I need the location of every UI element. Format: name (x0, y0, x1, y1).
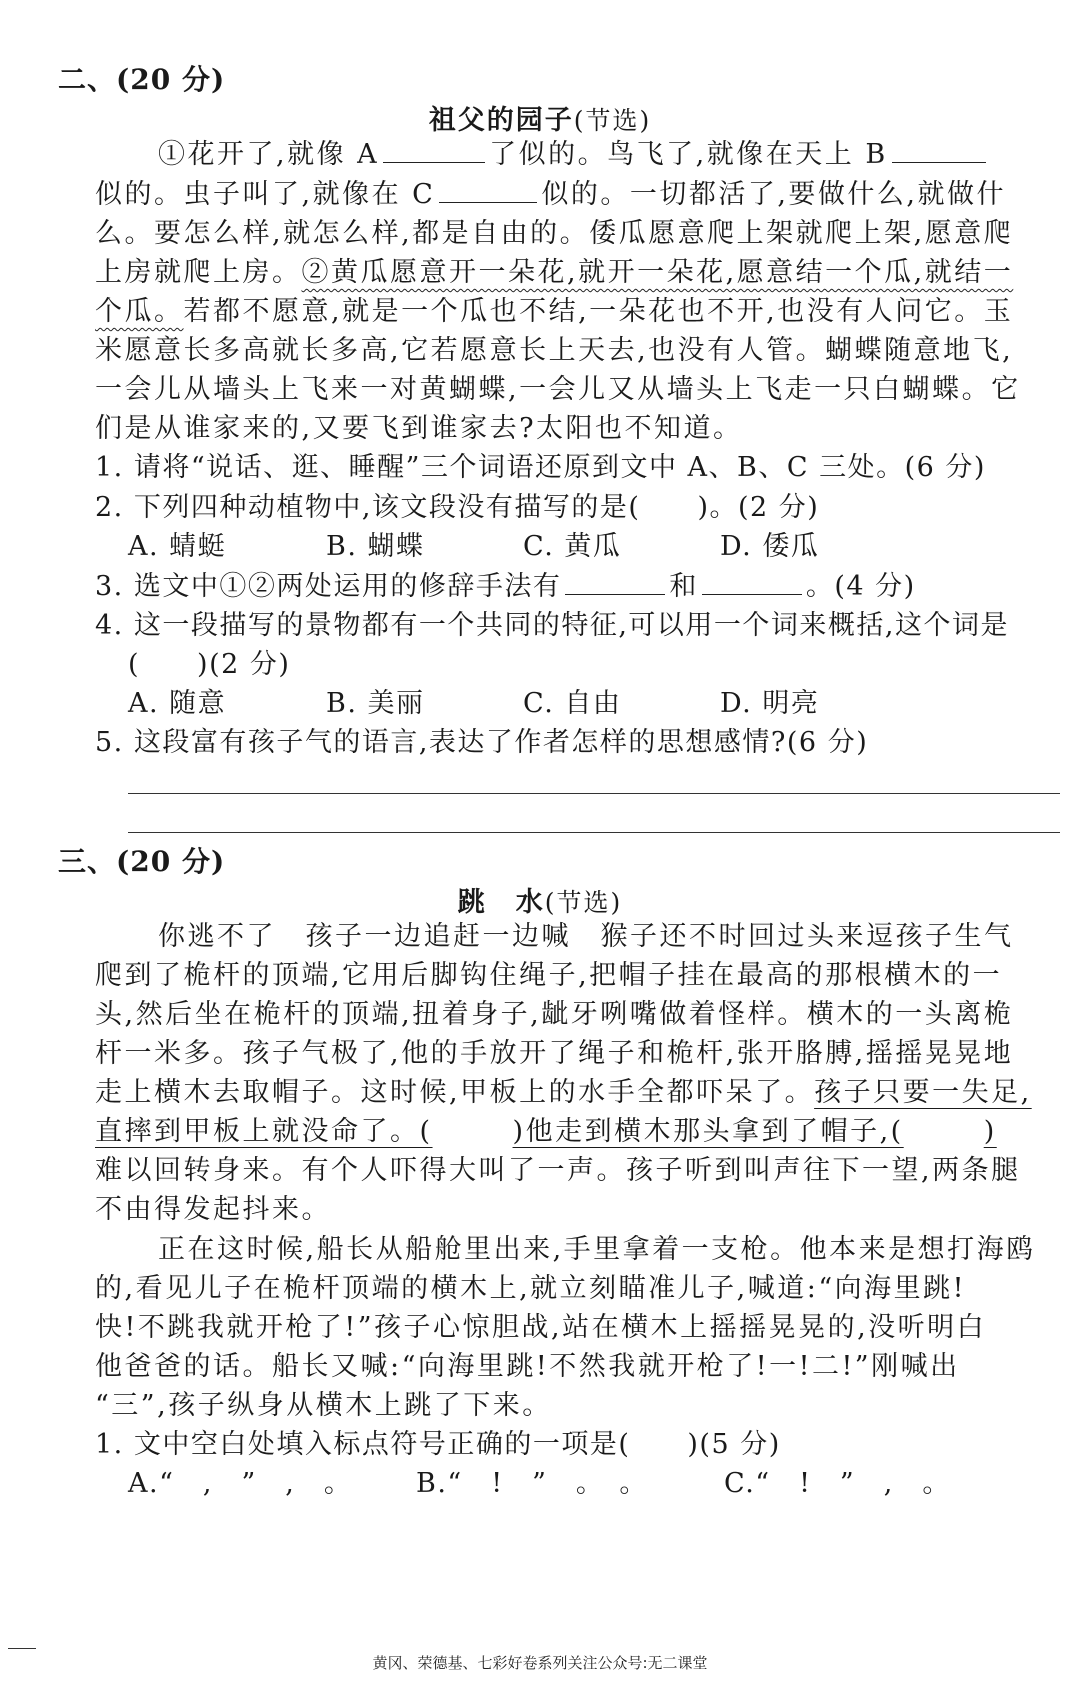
option-b[interactable]: B.“ ! ” 。 。 (416, 1468, 648, 1499)
question-4: 4. 这一段描写的景物都有一个共同的特征,可以用一个词来概括,这个词是 (95, 610, 1010, 641)
option-a[interactable]: A.“ , ” , 。 (128, 1468, 353, 1499)
passage-line: 不由得发起抖来。 (95, 1194, 331, 1225)
passage-line (95, 253, 1048, 293)
passage-line: 的,看见儿子在桅杆顶端的横木上,就立刻瞄准儿子,喊道:“向海里跳! (95, 1273, 966, 1304)
question-text: 和 (669, 571, 698, 602)
passage-text: 似的。一切都活了,要做什么,就做什 (541, 179, 1006, 210)
section-2-title-text: 祖父的园子 (428, 105, 574, 136)
section-2-title-tag: (节选) (573, 106, 652, 135)
passage-line: 米愿意长多高就长多高,它若愿意长上天去,也没有人管。蝴蝶随意地飞, (95, 335, 1014, 366)
passage-line: 正在这时候,船长从船舱里出来,手里拿着一支枪。他本来是想打海鸥 (158, 1234, 1036, 1265)
passage-line: 么。要怎么样,就怎么样,都是自由的。倭瓜愿意爬上架就爬上架,愿意爬 (95, 218, 1014, 249)
passage-text: 似的。虫子叫了,就像在 C (95, 179, 436, 210)
passage-line: 你逃不了 孩子一边追赶一边喊 猴子还不时回过头来逗孩子生气 (158, 921, 1014, 952)
passage-line (95, 1073, 1048, 1113)
passage-line: 快!不跳我就开枪了!”孩子心惊胆战,站在横木上摇摇晃晃的,没听明白 (95, 1312, 987, 1343)
passage-text: 了似的。鸟飞了,就像在天上 B (489, 139, 888, 170)
wavy-underlined-text: 个瓜。 (95, 296, 184, 327)
section-3-title-tag: (节选) (544, 888, 623, 917)
option-c[interactable]: C. 黄瓜 (523, 531, 622, 562)
passage-line: 头,然后坐在桅杆的顶端,扭着身子,龇牙咧嘴做着怪样。横木的一头离桅 (95, 999, 1014, 1030)
passage-line: 难以回转身来。有个人吓得大叫了一声。孩子听到叫声往下一望,两条腿 (95, 1155, 1021, 1186)
passage-line (95, 1112, 1048, 1152)
option-d[interactable]: D. 倭瓜 (720, 531, 820, 562)
question-4-answer[interactable]: ( )(2 分) (128, 649, 291, 680)
blank-c[interactable] (439, 178, 537, 203)
passage-line: 他爸爸的话。船长又喊:“向海里跳!不然我就开枪了!一!二!”刚喊出 (95, 1351, 960, 1382)
question-2: 2. 下列四种动植物中,该文段没有描写的是( )。(2 分) (95, 492, 820, 523)
page-footer: 黄冈、荣德基、七彩好卷系列关注公众号:无二课堂 (372, 1654, 708, 1672)
passage-line (95, 175, 1048, 215)
passage-line: “三”,孩子纵身从横木上跳了下来。 (95, 1390, 552, 1421)
section-2-heading: 二、(20 分) (58, 63, 226, 96)
question-3 (95, 567, 1048, 607)
passage-text: ) (983, 1116, 997, 1147)
passage-line: 们是从谁家来的,又要飞到谁家去?太阳也不知道。 (95, 413, 743, 444)
passage-line (95, 292, 1048, 332)
section-2-title (0, 98, 1080, 137)
question-text: 。(4 分) (805, 571, 916, 602)
passage-text: 走上横木去取帽子。这时候,甲板上的水手全都吓呆了。 (95, 1077, 815, 1108)
option-b[interactable]: B. 美丽 (326, 688, 425, 719)
blank-b[interactable] (892, 138, 986, 163)
answer-blank-1[interactable] (565, 570, 665, 595)
option-b[interactable]: B. 蝴蝶 (326, 531, 425, 562)
question-5: 5. 这段富有孩子气的语言,表达了作者怎样的思想感情?(6 分) (95, 727, 869, 758)
section-3-title (0, 880, 1080, 919)
question-1: 1. 文中空白处填入标点符号正确的一项是( )(5 分) (95, 1429, 781, 1460)
passage-text: 上房就爬上房。 (95, 257, 302, 288)
passage-line: 一会儿从墙头上飞来一对黄蝴蝶,一会儿又从墙头上飞走一只白蝴蝶。它 (95, 374, 1021, 405)
question-text: 3. 选文中①②两处运用的修辞手法有 (95, 571, 562, 602)
passage-text: )他走到横木那头拿到了帽子,( (512, 1116, 904, 1147)
option-a[interactable]: A. 蜻蜓 (128, 531, 227, 562)
underlined-text (95, 1116, 997, 1147)
passage-text: 若都不愿意,就是一个瓜也不结,一朵花也不开,也没有人问它。玉 (183, 296, 1014, 327)
option-d[interactable]: D. 明亮 (720, 688, 820, 719)
corner-mark (8, 1648, 36, 1649)
answer-blank-2[interactable] (702, 570, 802, 595)
underlined-text: 孩子只要一失足, (814, 1077, 1032, 1108)
blank-a[interactable] (383, 138, 485, 163)
option-c[interactable]: C. 自由 (523, 688, 622, 719)
section-3-title-text: 跳 水 (457, 887, 545, 918)
section-3-heading: 三、(20 分) (58, 845, 226, 878)
passage-line: 爬到了桅杆的顶端,它用后脚钩住绳子,把帽子挂在最高的那根横木的一 (95, 960, 1003, 991)
passage-line: 杆一米多。孩子气极了,他的手放开了绳子和桅杆,张开胳膊,摇摇晃晃地 (95, 1038, 1014, 1069)
passage-text: 直摔到甲板上就没命了。( (95, 1116, 433, 1147)
wavy-underlined-text: ②黄瓜愿意开一朵花,就开一朵花,愿意结一个瓜,就结一 (301, 257, 1014, 288)
answer-line[interactable] (128, 793, 1060, 794)
option-c[interactable]: C.“ ! ” , 。 (724, 1468, 951, 1499)
question-1: 1. 请将“说话、逛、睡醒”三个词语还原到文中 A、B、C 三处。(6 分) (95, 452, 986, 483)
passage-line (158, 135, 990, 175)
option-a[interactable]: A. 随意 (128, 688, 227, 719)
passage-text: ①花开了,就像 A (158, 139, 380, 170)
answer-line[interactable] (128, 832, 1060, 833)
